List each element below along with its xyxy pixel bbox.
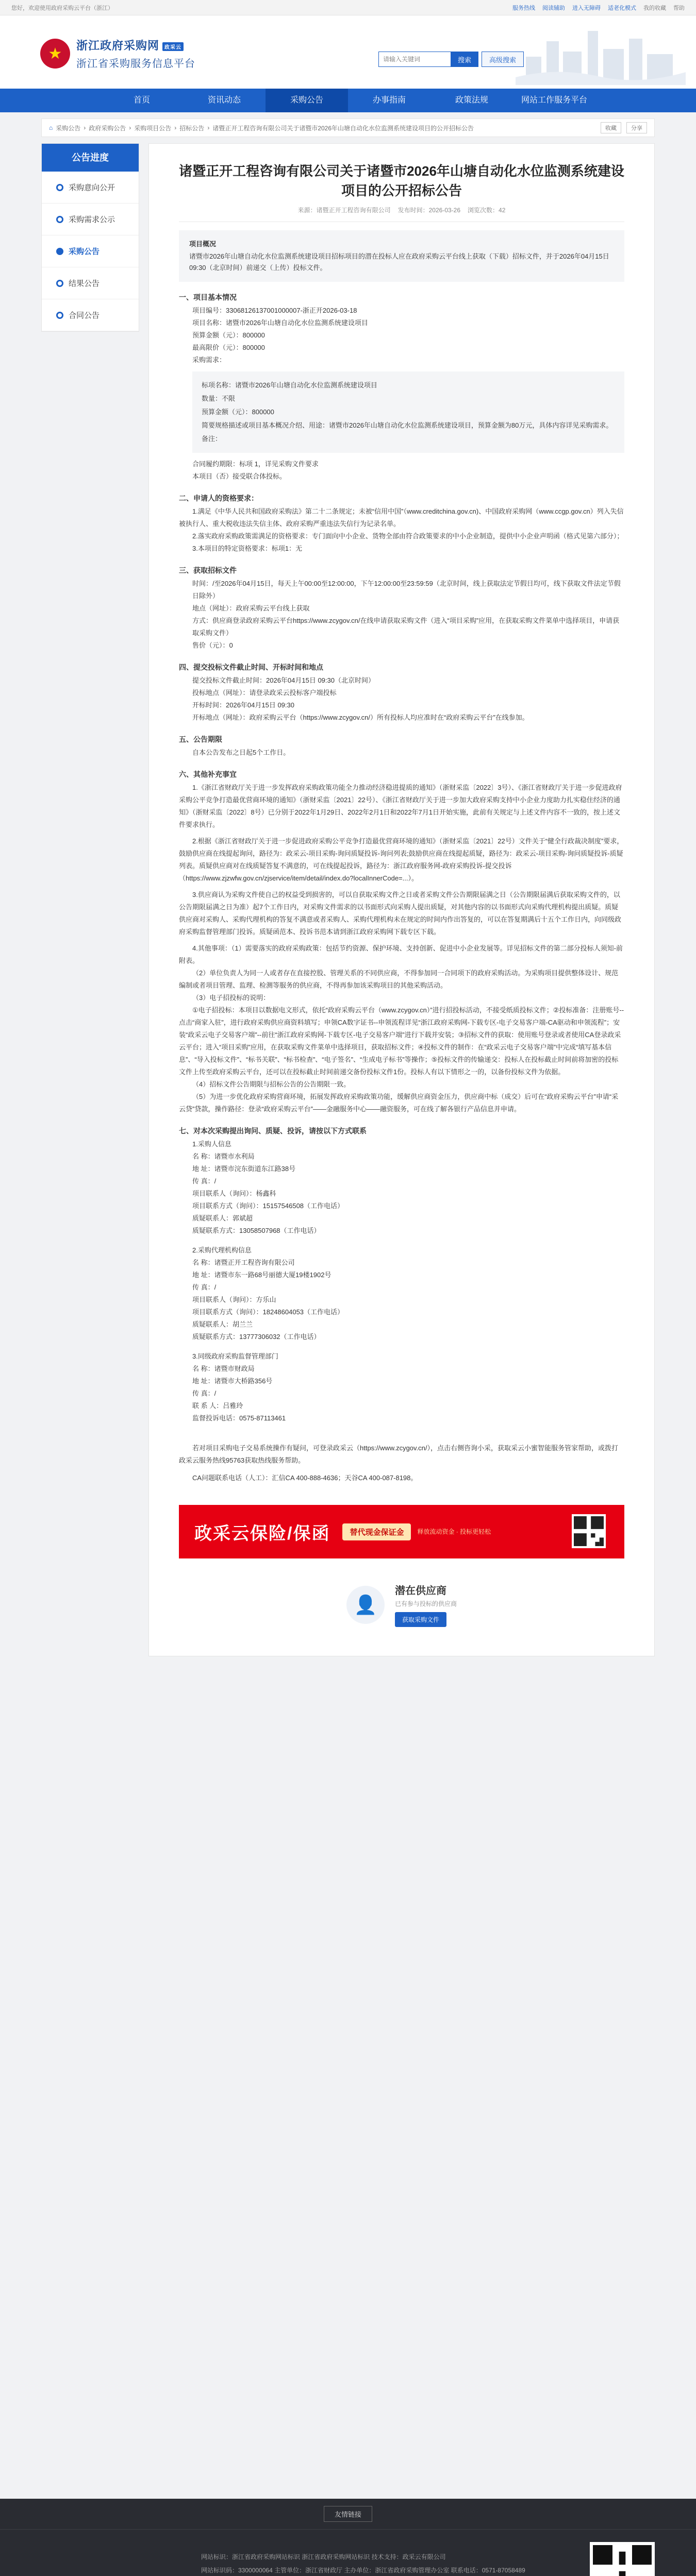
nav-home[interactable]: 首页	[133, 96, 150, 105]
advanced-search-button[interactable]: 高级搜索	[482, 52, 524, 67]
summary-text: 诸暨市2026年山塘自动化水位监测系统建设项目招标项目的潜在投标人应在政府采购云平台线上获取（下载）招标文件，并于2026年04月15日 09:30（北京时间）前递交（上传）投标文件。	[189, 252, 609, 272]
supplier-title: 潜在供应商	[394, 1585, 446, 1597]
notice-views: 浏览次数：42	[468, 207, 506, 214]
banner-qr-code	[572, 1514, 606, 1548]
site-logo[interactable]	[40, 37, 195, 70]
section-period: 五、公告期限 自本公告发布之日起5个工作日。	[179, 735, 290, 756]
section-other: 六、其他补充事宜 1.《浙江省财政厅关于进一步发挥政府采购政策功能全力推动经济稳进提质的通知》（浙财采监〔2022〕3号）、《浙江省财政厅关于进一步促进政府采购公平竞争打造最优营商环境的通知》（浙财采监〔2021〕22号）、《浙江省财政厅关于进一步加大政府采购支持中小企业力度助力扎实稳住经济的通知》（浙财采监〔2022〕8号）已分别于2022年1月29日、2022年2月1日和2022年7月1日开始实施，此前有关规定与上述文件内容不一致的，按上述文件要求执行。 2.根据《浙江省财政厅关于进一步促进政府采购公平竞争打造最优营商环境的通知》（浙财采监〔2021〕22号）文件关于“健全行政裁决制度”要求，鼓励供应商在线提起询问，路径为：政采云-项目采购-询问质疑投诉-询问列表;鼓励供应商在线提起质疑，路径为：政采云-项目采购-询问质疑投诉-质疑列表。质疑供应商对在线质疑答复不满意的，可在线提起投诉，路径为：浙江政府服务网-政府采购投诉-提交投诉（https://www.zjzwfw.gov.cn/zjservice/item/detail/index.do?localInnerCode=...）。 3.供应商认为采购文件使自己的权益受到损害的，可以自获取采购文件之日或者采购文件公告期限届满之日（公告期限届满后获取采购文件的，以公告期限届满之日为准）起7个工作日内，对采购文件需求的以书面形式向采购人提出质疑，对其他内容的以书面形式向采购代理机构提出质疑。质疑供应商对采购人、采购代理机构的答复不满意或者采购人、采购代理机构未在规定的时间内作出答复的，可以在答复期满后十五个工作日内，向同级政府采购监督管理部门投诉。质疑函范本、投诉书范本请到浙江政府采购网下载专区下载。 4.其他事项：（1）需要落实的政府采购政策：包括节约资源、保护环境、支持创新、促进中小企业发展等。详见招标文件的第二部分投标人须知-前附表。 （2）单位负责人为同一人或者存在直接控股、管理关系的不同供应商，不得参加同一合同项下的政府采购活动。为采购项目提供整体设计、规范编制或者项目管理、监理、检测等服务的供应商，不得再参加该采购项目的其他采购活动。 （3）电子招投标的说明： ①电子招投标：本项目以数据电文形式，依托“政府采购云平台（www.zcygov.cn）”进行招投标活动，不接受纸质投标文件；②投标准备：注册账号--点击“商家入驻”，进行政府采购供应商资料填写；申领CA数字证书--申领流程详见“浙江政府采购网-下载专区-电子交易客户端-CA驱动和申领流程”；安装“政采云电子交易客户端”--前往“浙江政府采购网-下载专区-电子交易客户端”进行下载并安装；③招标文件的获取：使用账号登录或者使用CA登录政采云平台；进入“项目采购”应用，在获取采购文件菜单中选择项目，获取招标文件；④投标文件的制作：在“政采云电子交易客户端”中完成“填写基本信息”、“导入投标文件”、“标书关联”、“标书检查”、“电子签名”、“生成电子标书”等操作；⑤投标文件的传输递交：投标人在投标截止时间前将加密的投标文件上传至政府采购云平台，还可以在投标截止时间前递交备份投标文件1份。投标人有以下情形之一的，以备份投标文件为依据。 （4）招标文件公告期限与招标公告的公告期限一致。 （5）为进一步优化政府采购营商环境，拓展发挥政府采购政策功能，缓解供应商资金压力，供应商中标（成交）后可在“政府采购云平台”申请“采云贷”贷款，操作路径：登录“政府采购云平台”——金融服务中心——融资服务，可在线了解各银行产品信息并申请。	[179, 770, 624, 1113]
supplier-desc: 已有参与投标的供应商	[394, 1600, 457, 1607]
skyline-illustration	[516, 21, 686, 85]
summary-title: 项目概况	[189, 240, 217, 248]
notice-source: 来源：诸暨正开工程咨询有限公司	[297, 207, 391, 214]
nav-policy[interactable]: 政策法规	[455, 96, 488, 105]
step-dot-icon	[56, 216, 63, 223]
notice-content	[148, 143, 655, 1656]
nav-guide[interactable]: 办事指南	[372, 96, 406, 105]
project-summary	[179, 230, 624, 282]
section-basic-info: 一、项目基本情况 项目编号：33068126137001000007-浙正开2026-03-18 项目名称：诸暨市2026年山塘自动化水位监测系统建设项目 预算金额（元）：800000 最高限价（元）：800000 采购需求： 标项名称：诸暨市2026年山塘自动化水位监测系统建设项目 数量：不限 预算金额（元）：800000 简要规格描述或项目基本概况介绍、用途：诸暨市2026年山塘自动化水位监测系统建设项目，预算金额为80万元，具体内容详见采购需求。 备注： 合同履约期限：标项 1，详见采购文件要求 本项目（否）接受联合体投标。	[179, 291, 624, 483]
top-link-accessibility[interactable]: 进入无障碍	[572, 5, 601, 11]
supplier-icon: 👤	[346, 1586, 385, 1624]
notice-title: 诸暨正开工程咨询有限公司关于诸暨市2026年山塘自动化水位监测系统建设项目的公开招标公告	[179, 163, 624, 198]
insurance-banner[interactable]	[179, 1505, 624, 1558]
sidebar-item-demand[interactable]: 采购需求公示	[42, 204, 139, 235]
step-dot-icon	[56, 280, 63, 287]
info-line: 最高限价（元）：800000	[192, 344, 265, 351]
section-closing: 若对项目采购电子交易系统操作有疑问，可登录政采云（https://www.zcygov.cn/），点击右侧咨询小采，获取采云小蜜智能服务管家帮助，或拨打政采云服务热线95763获取热线服务帮助。 CA问题联系电话（人工）：汇信CA 400-888-4636；天谷CA 400-087-8198。	[179, 1444, 619, 1482]
crumb-1[interactable]: 采购公告	[56, 124, 81, 132]
sidebar-item-announcement[interactable]: 采购公告	[42, 235, 139, 267]
home-icon[interactable]: ⌂	[49, 124, 53, 131]
site-footer	[0, 2499, 696, 2576]
get-docs-button[interactable]: 获取采购文件	[395, 1612, 446, 1627]
sidebar-item-intent[interactable]: 采购意向公开	[42, 172, 139, 204]
sidebar-item-contract[interactable]: 合同公告	[42, 299, 139, 331]
top-bar	[0, 0, 696, 15]
section-obtain-docs: 三、获取招标文件 时间：/至2026年04月15日，每天上午00:00至12:00:00，下午12:00:00至23:59:59（北京时间，线上获取法定节假日均可，线下获取文件法定节假日除外） 地点（网址）：政府采购云平台线上获取 方式：供应商登录政府采购云平台https://www.zcygov.cn/在线申请获取采购文件（进入“项目采购”应用，在获取采购文件菜单中选择项目，申请获取采购文件） 售价（元）：0	[179, 566, 621, 649]
top-link-favorites[interactable]: 我的收藏	[643, 5, 666, 11]
lot-details: 标项名称：诸暨市2026年山塘自动化水位监测系统建设项目 数量：不限 预算金额（元）：800000 简要规格描述或项目基本概况介绍、用途：诸暨市2026年山塘自动化水位监测系统建设项目，预算金额为80万元，具体内容详见采购需求。 备注：	[192, 371, 624, 453]
banner-highlight: 替代现金保证金	[342, 1523, 411, 1540]
info-line: 项目名称：诸暨市2026年山塘自动化水位监测系统建设项目	[192, 319, 368, 327]
crumb-3[interactable]: 采购项目公告	[134, 124, 172, 132]
info-line: 预算金额（元）：800000	[192, 331, 265, 339]
progress-sidebar	[41, 143, 139, 332]
step-dot-icon	[56, 184, 63, 191]
section-deadline: 四、提交投标文件截止时间、开标时间和地点 提交投标文件截止时间：2026年04月15日 09:30（北京时间） 投标地点（网址）：请登录政采云投标客户端投标 开标时间：2026年04月15日 09:30 开标地点（网址）：政府采购云平台（https://www.zcygov.cn/）所有投标人均应准时在“政府采购云平台”在线参加。	[179, 663, 529, 721]
top-link-hotline[interactable]: 服务热线	[512, 5, 535, 11]
step-dot-icon	[56, 312, 63, 319]
top-links	[512, 4, 685, 12]
crumb-4[interactable]: 招标公告	[179, 124, 205, 132]
favorite-button[interactable]: 收藏	[601, 122, 621, 133]
share-button[interactable]: 分享	[626, 122, 647, 133]
banner-title: 政采云保险/保函	[194, 1523, 330, 1544]
nav-news[interactable]: 资讯动态	[207, 96, 241, 105]
nav-service-platform[interactable]: 网站工作服务平台	[521, 96, 587, 105]
search-button[interactable]: 搜索	[451, 52, 478, 67]
step-dot-icon	[56, 248, 63, 255]
zcy-tag: 政采云	[162, 42, 184, 51]
section-qualifications: 二、申请人的资格要求： 1.满足《中华人民共和国政府采购法》第二十二条规定；未被“信用中国”（www.creditchina.gov.cn)、中国政府采购网（www.ccgp.gov.cn）列入失信被执行人、重大税收违法失信主体、政府采购严重违法失信行为记录名单。 2.落实政府采购政策需满足的资格要求：专门面向中小企业、货物全部由符合政策要求的中小企业制造，提供中小企业声明函（格式见第六部分）； 3.本项目的特定资格要求：标项1：无	[179, 494, 624, 552]
search-bar	[378, 52, 524, 67]
crumb-2[interactable]: 政府采购公告	[89, 124, 126, 132]
friendly-links-button[interactable]: 友情链接	[324, 2506, 372, 2522]
notice-meta	[179, 206, 624, 222]
crumb-current: 诸暨正开工程咨询有限公司关于诸暨市2026年山塘自动化水位监测系统建设项目的公开招标公告	[212, 124, 474, 132]
sidebar-title: 公告进度	[42, 144, 139, 172]
site-subtitle: 浙江省采购服务信息平台	[76, 58, 195, 70]
breadcrumb: ⌂ 采购公告 › 政府采购公告 › 采购项目公告 › 招标公告 › 诸暨正开工程咨询有限公司关于诸暨市2026年山塘自动化水位监测系统建设项目的公开招标公告 收藏 分享	[41, 118, 655, 137]
footer-info: 网站标识：浙江省政府采购网站标识 浙江省政府采购网站标识 技术支持：政采云有限公司 网站标识码：3300000064 主管单位：浙江省财政厅 主办单位：浙江省政府采购管理办公室 联系电话：0571-87058489	[201, 2553, 525, 2574]
top-link-help[interactable]: 帮助	[673, 5, 685, 11]
main-nav	[0, 89, 696, 112]
site-title: 浙江政府采购网	[76, 39, 160, 52]
national-emblem-icon: ★	[40, 39, 70, 69]
notice-date: 发布时间：2026-03-26	[397, 207, 461, 214]
footer-qr-code	[590, 2542, 655, 2576]
search-input[interactable]	[378, 52, 451, 67]
top-link-elder-mode[interactable]: 适老化模式	[608, 5, 636, 11]
info-line: 项目编号：33068126137001000007-浙正开2026-03-18	[192, 307, 357, 314]
welcome-text: 您好，欢迎使用政府采购云平台（浙江）	[11, 5, 113, 11]
section-contacts: 七、对本次采购提出询问、质疑、投诉，请按以下方式联系 1.采购人信息 名 称：诸暨市水利局 地 址：诸暨市浣东街道东江路38号 传 真：/ 项目联系人（询问）：杨鑫科 项目联系方式（询问）：15157546508（工作电话） 质疑联系人：郭斌超 质疑联系方式：13058507968（工作电话） 2.采购代理机构信息 名 称：诸暨正开工程咨询有限公司 地 址：诸暨市东一路68号丽德大厦19楼1902号 传 真：/ 项目联系人（询问）：方乐山 项目联系方式（询问）：18248604053（工作电话） 质疑联系人：胡兰兰 质疑联系方式：13777306032（工作电话） 3.同级政府采购监督管理部门 名 称：诸暨市财政局 地 址：诸暨市大桥路356号 传 真：/ 联 系 人：吕雅玲 监督投诉电话：0575-87113461	[179, 1127, 367, 1422]
info-line: 采购需求：	[192, 356, 226, 364]
banner-subtitle: 释放流动资金 · 投标更轻松	[417, 1528, 491, 1535]
site-header	[0, 15, 696, 89]
potential-supplier-card	[179, 1574, 624, 1635]
nav-announcements[interactable]: 采购公告	[266, 89, 348, 112]
top-link-reading-aid[interactable]: 阅读辅助	[542, 5, 565, 11]
sidebar-item-result[interactable]: 结果公告	[42, 267, 139, 299]
